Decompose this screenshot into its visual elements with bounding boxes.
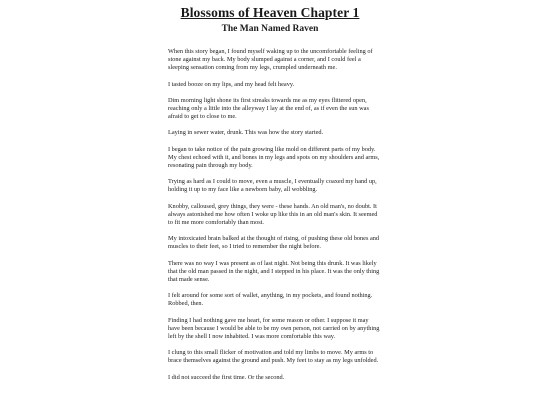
story-body <box>168 48 382 390</box>
paragraph: Dim morning light shone its first streaks towards me as my eyes flittered open, reaching only a little into the alleyway I lay at the end of, as if even the sun was afraid to get to close to me. <box>168 96 369 121</box>
paragraph: I felt around for some sort of wallet, anything, in my pockets, and found nothing. Robbed, then. <box>168 292 373 308</box>
paragraph: Trying as hard as I could to move, even a muscle, I eventually coaxed my hand up, holding it up to my face like a newborn baby, all wobbling. <box>168 178 377 194</box>
chapter-title: Blossoms of Heaven Chapter 1 <box>180 5 360 20</box>
paragraph: I did not succeed the first time. Or the second. <box>168 373 285 381</box>
paragraph: Laying in sewer water, drunk. This was how the story started. <box>168 129 324 137</box>
paragraph: I clung to this small flicker of motivation and told my limbs to move. My arms to brace themselves against the ground and push. My feet to stay as my legs unfolded. <box>168 349 379 365</box>
paragraph: Knobby, calloused, grey things, they were - these hands. An old man's, no doubt. It always astonished me how often I woke up like this in an old man's skin. It seemed to fit me more comfortably than most. <box>168 202 378 227</box>
paragraph: There was no way I was present as of last night. Not being this drunk. It was likely that the old man passed in the night, and I stepped in his place. It was the only thing that made sense. <box>168 259 380 284</box>
chapter-subtitle: The Man Named Raven <box>221 24 319 34</box>
paragraph: I tasted booze on my lips, and my head felt heavy. <box>168 80 295 88</box>
paragraph: My intoxicated brain balked at the thought of rising, of pushing these old bones and muscles to their feet, so I tried to remember the night before. <box>168 235 380 251</box>
paragraph: When this story began, I found myself waking up to the uncomfortable feeling of stone against my back. My body slumped against a corner, and I could feel a sleeping sensation coming from my legs, crumpled underneath me. <box>168 48 373 72</box>
paragraph: Finding I had nothing gave me heart, for some reason or other. I suppose it may have been because I would be able to be my own person, not carried on by anything left by the shell I now inhabited. I was more comfortable this way. <box>168 316 380 341</box>
paragraph: I began to take notice of the pain growing like mold on different parts of my body. My chest echoed with it, and bones in my legs and spots on my shoulders and arms, resonating pain through my body. <box>168 145 380 170</box>
